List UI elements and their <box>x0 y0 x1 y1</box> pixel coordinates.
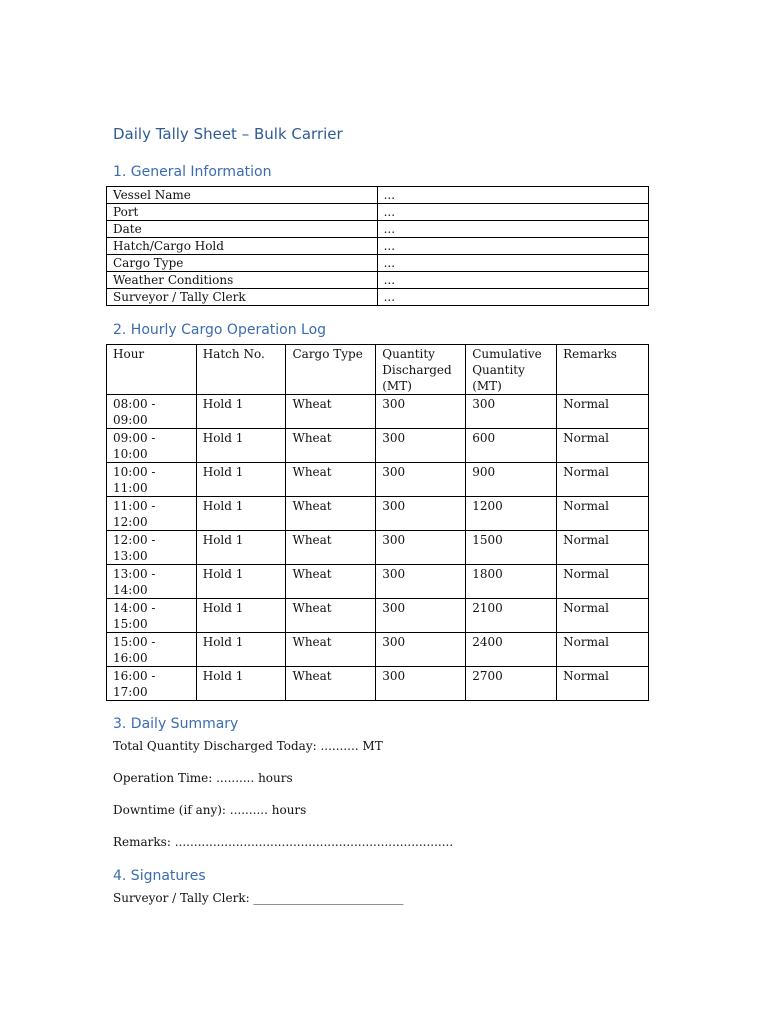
table-cell: Hold 1 <box>196 531 286 565</box>
table-cell: 300 <box>376 667 466 701</box>
table-cell: Wheat <box>286 531 376 565</box>
surveyor-signature-line: Surveyor / Tally Clerk: _________________________ <box>113 891 404 905</box>
table-cell: 300 <box>376 463 466 497</box>
table-cell: Normal <box>557 633 649 667</box>
table-cell: Hold 1 <box>196 497 286 531</box>
general-info-label: Port <box>107 204 378 221</box>
table-cell: 08:00 - 09:00 <box>107 395 197 429</box>
column-header: Cumulative Quantity (MT) <box>466 345 557 395</box>
cargo-log-row <box>107 667 649 701</box>
table-cell: 11:00 - 12:00 <box>107 497 197 531</box>
general-info-row <box>107 272 649 289</box>
general-info-value: ... <box>377 204 648 221</box>
table-cell: Hold 1 <box>196 463 286 497</box>
column-header: Remarks <box>557 345 649 395</box>
general-info-value: ... <box>377 238 648 255</box>
signatures-heading: 4. Signatures <box>113 868 206 884</box>
table-cell: 300 <box>376 565 466 599</box>
table-cell: 09:00 - 10:00 <box>107 429 197 463</box>
table-cell: Wheat <box>286 667 376 701</box>
table-cell: Hold 1 <box>196 667 286 701</box>
cargo-log-heading: 2. Hourly Cargo Operation Log <box>113 322 327 338</box>
table-cell: 10:00 - 11:00 <box>107 463 197 497</box>
cargo-log-row <box>107 531 649 565</box>
daily-summary-heading: 3. Daily Summary <box>113 716 239 732</box>
general-info-row <box>107 289 649 306</box>
table-cell: 900 <box>466 463 557 497</box>
table-cell: 300 <box>376 497 466 531</box>
cargo-log-row <box>107 429 649 463</box>
table-cell: Normal <box>557 531 649 565</box>
general-info-row <box>107 221 649 238</box>
table-cell: Normal <box>557 395 649 429</box>
cargo-log-row <box>107 395 649 429</box>
general-info-label: Surveyor / Tally Clerk <box>107 289 378 306</box>
general-info-value: ... <box>377 272 648 289</box>
table-cell: 300 <box>376 429 466 463</box>
table-cell: Normal <box>557 429 649 463</box>
table-cell: Wheat <box>286 497 376 531</box>
table-cell: Normal <box>557 565 649 599</box>
total-quantity-line: Total Quantity Discharged Today: .......... MT <box>113 739 383 753</box>
table-cell: 1800 <box>466 565 557 599</box>
column-header: Hour <box>107 345 197 395</box>
general-info-heading: 1. General Information <box>113 164 272 180</box>
cargo-log-row <box>107 565 649 599</box>
table-cell: 300 <box>376 599 466 633</box>
column-header: Cargo Type <box>286 345 376 395</box>
column-header: Hatch No. <box>196 345 286 395</box>
table-cell: Hold 1 <box>196 429 286 463</box>
table-cell: 300 <box>376 633 466 667</box>
table-cell: Wheat <box>286 599 376 633</box>
general-info-row <box>107 255 649 272</box>
general-info-label: Vessel Name <box>107 187 378 204</box>
downtime-line: Downtime (if any): .......... hours <box>113 803 307 817</box>
general-info-value: ... <box>377 255 648 272</box>
table-cell: Hold 1 <box>196 565 286 599</box>
table-cell: Wheat <box>286 633 376 667</box>
general-info-label: Date <box>107 221 378 238</box>
table-cell: Wheat <box>286 463 376 497</box>
cargo-log-row <box>107 633 649 667</box>
table-cell: 13:00 - 14:00 <box>107 565 197 599</box>
general-info-row <box>107 187 649 204</box>
general-info-label: Hatch/Cargo Hold <box>107 238 378 255</box>
general-info-label: Cargo Type <box>107 255 378 272</box>
table-cell: 15:00 - 16:00 <box>107 633 197 667</box>
table-cell: 1200 <box>466 497 557 531</box>
table-cell: 14:00 - 15:00 <box>107 599 197 633</box>
general-info-value: ... <box>377 221 648 238</box>
table-cell: 2100 <box>466 599 557 633</box>
general-info-value: ... <box>377 187 648 204</box>
table-cell: 1500 <box>466 531 557 565</box>
general-info-row <box>107 204 649 221</box>
table-cell: Hold 1 <box>196 395 286 429</box>
general-info-table <box>106 186 649 306</box>
table-cell: Hold 1 <box>196 599 286 633</box>
cargo-log-row <box>107 463 649 497</box>
table-cell: Normal <box>557 599 649 633</box>
table-cell: 12:00 - 13:00 <box>107 531 197 565</box>
table-cell: 16:00 - 17:00 <box>107 667 197 701</box>
table-cell: Wheat <box>286 565 376 599</box>
table-cell: 2400 <box>466 633 557 667</box>
table-cell: Wheat <box>286 395 376 429</box>
table-cell: 2700 <box>466 667 557 701</box>
table-cell: Hold 1 <box>196 633 286 667</box>
remarks-line: Remarks: ......................................................................... <box>113 835 454 849</box>
table-cell: Normal <box>557 497 649 531</box>
column-header: Quantity Discharged (MT) <box>376 345 466 395</box>
table-cell: 300 <box>376 531 466 565</box>
table-cell: 300 <box>466 395 557 429</box>
table-cell: 300 <box>376 395 466 429</box>
general-info-value: ... <box>377 289 648 306</box>
table-cell: Normal <box>557 667 649 701</box>
table-cell: Wheat <box>286 429 376 463</box>
table-cell: Normal <box>557 463 649 497</box>
document-title: Daily Tally Sheet – Bulk Carrier <box>113 125 343 143</box>
general-info-row <box>107 238 649 255</box>
table-cell: 600 <box>466 429 557 463</box>
cargo-log-row <box>107 497 649 531</box>
general-info-label: Weather Conditions <box>107 272 378 289</box>
cargo-log-header-row <box>107 345 649 395</box>
cargo-log-row <box>107 599 649 633</box>
operation-time-line: Operation Time: .......... hours <box>113 771 293 785</box>
cargo-log-table <box>106 344 649 701</box>
